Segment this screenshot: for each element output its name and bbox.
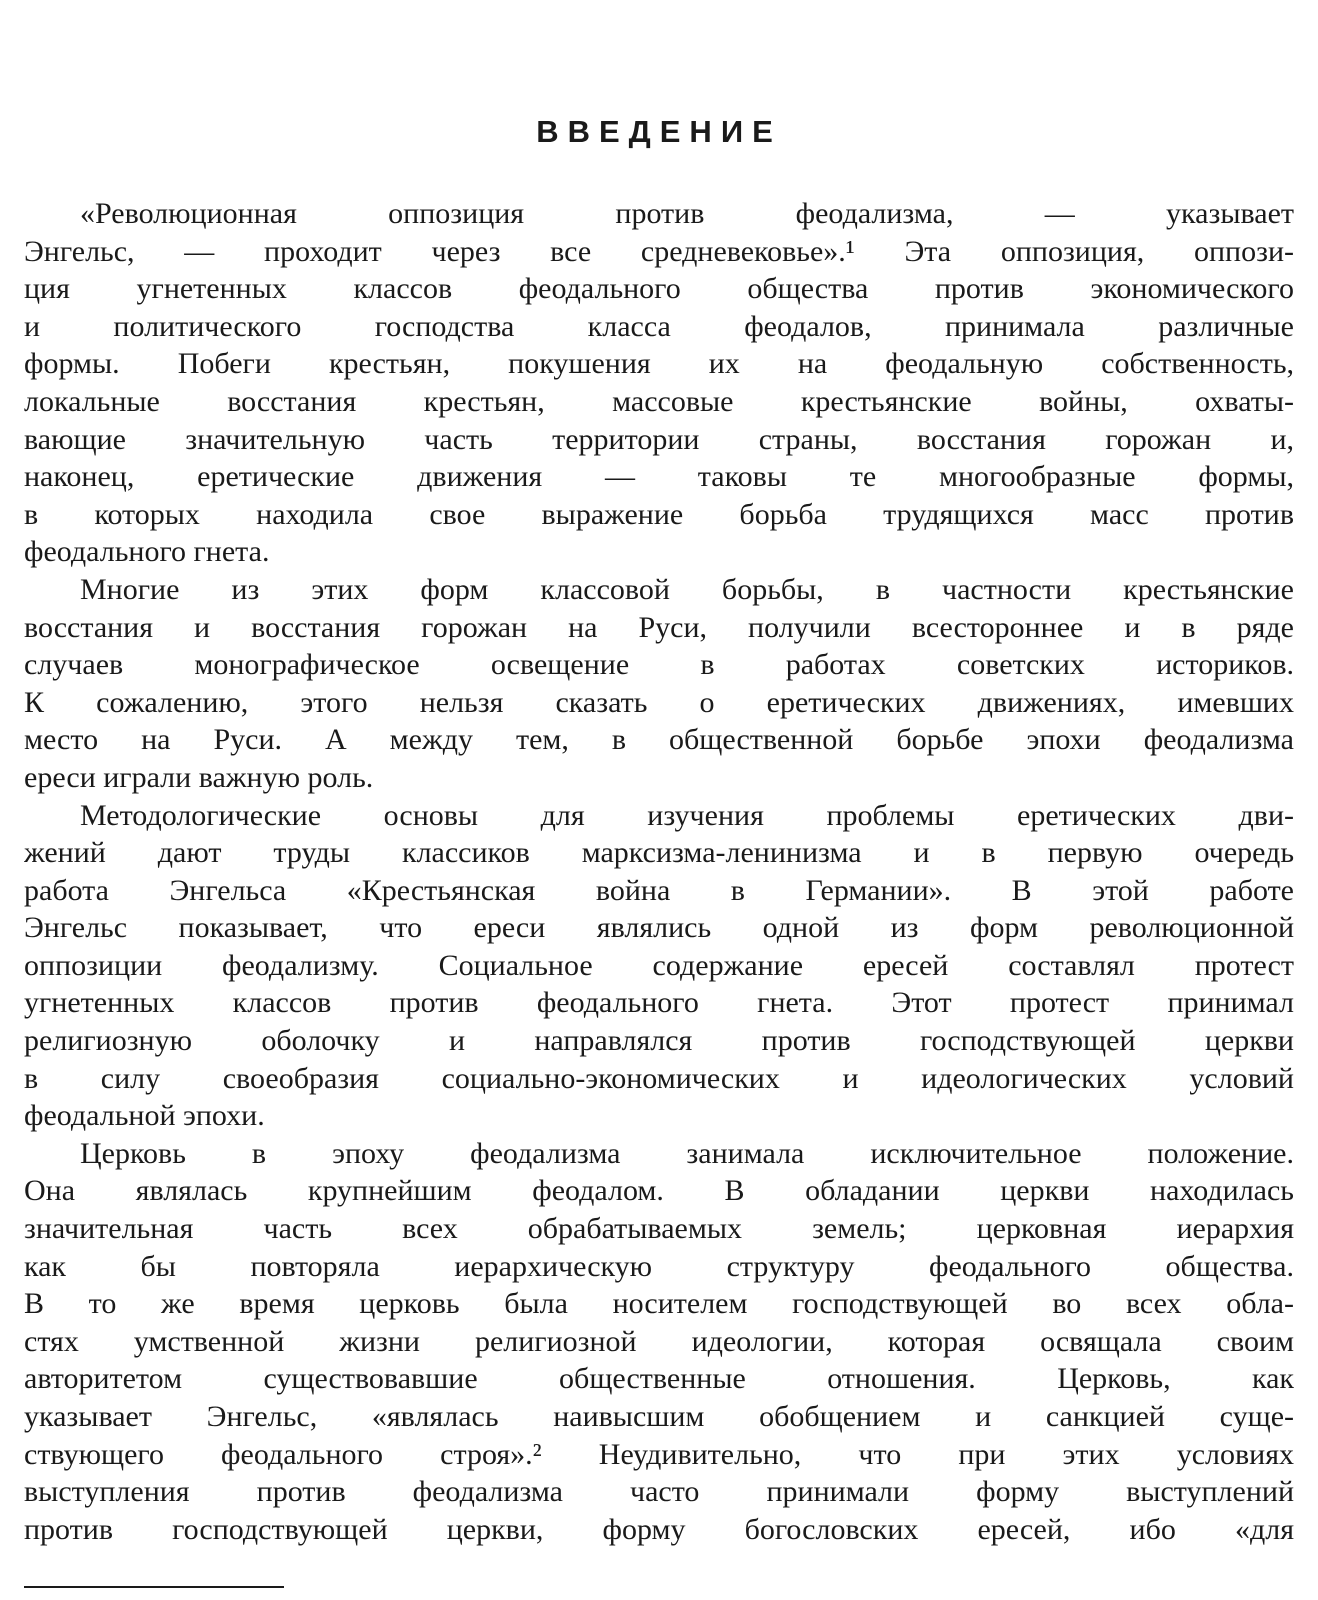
text-line: в которых находила свое выражение борьба трудящихся масс против xyxy=(24,497,1294,531)
text-line: Она являлась крупнейшим феодалом. В обладании церкви находилась xyxy=(24,1174,1294,1208)
text-line: религиозную оболочку и направлялся против господствующей церкви xyxy=(24,1024,1294,1058)
text-line: локальные восстания крестьян, массовые крестьянские войны, охваты- xyxy=(24,384,1294,418)
text-line: феодальной эпохи. xyxy=(24,1099,265,1133)
text-line: место на Руси. А между тем, в общественной борьбе эпохи феодализма xyxy=(24,723,1294,757)
paragraph-first-line: Многие из этих форм классовой борьбы, в частности крестьянские xyxy=(80,572,1294,606)
footnote-rule xyxy=(24,1586,284,1588)
text-line: вающие значительную часть территории страны, восстания горожан и, xyxy=(24,422,1294,456)
text-line: формы. Побеги крестьян, покушения их на феодальную собственность, xyxy=(24,347,1294,381)
text-line: стях умственной жизни религиозной идеологии, которая освящала своим xyxy=(24,1324,1294,1358)
text-line: ереси играли важную роль. xyxy=(24,760,374,794)
text-line: оппозиции феодализму. Социальное содержание ересей составлял протест xyxy=(24,948,1294,982)
text-line: выступления против феодализма часто принимали форму выступлений xyxy=(24,1475,1294,1509)
text-line: Энгельс показывает, что ереси являлись одной из форм революционной xyxy=(24,911,1294,945)
text-line: авторитетом существовавшие общественные отношения. Церковь, как xyxy=(24,1362,1294,1396)
text-line: ствующего феодального строя».² Неудивительно, что при этих условиях xyxy=(24,1437,1294,1471)
text-line: наконец, еретические движения — таковы те многообразные формы, xyxy=(24,460,1294,494)
text-line: против господствующей церкви, форму богословских ересей, ибо «для xyxy=(24,1512,1294,1546)
text-line: восстания и восстания горожан на Руси, получили всестороннее и в ряде xyxy=(24,610,1294,644)
text-line: В то же время церковь была носителем господствующей во всех обла- xyxy=(24,1287,1294,1321)
text-line: как бы повторяла иерархическую структуру феодального общества. xyxy=(24,1249,1294,1283)
chapter-heading: ВВЕДЕНИЕ xyxy=(536,114,782,149)
text-line: и политического господства класса феодалов, принимала различные xyxy=(24,309,1294,343)
text-line: значительная часть всех обрабатываемых земель; церковная иерархия xyxy=(24,1212,1294,1246)
paragraph-first-line: Методологические основы для изучения проблемы еретических дви- xyxy=(80,798,1294,832)
paragraph-first-line: «Революционная оппозиция против феодализма, — указывает xyxy=(80,197,1294,230)
text-line: случаев монографическое освещение в работах советских историков. xyxy=(24,648,1294,682)
body-text xyxy=(24,195,1294,1548)
text-line: угнетенных классов против феодального гнета. Этот протест принимал xyxy=(24,986,1294,1020)
text-line: работа Энгельса «Крестьянская война в Германии». В этой работе xyxy=(24,873,1294,907)
text-line: в силу своеобразия социально-экономических и идеологических условий xyxy=(24,1061,1294,1095)
text-line: жений дают труды классиков марксизма-ленинизма и в первую очередь xyxy=(24,836,1294,870)
text-line: феодального гнета. xyxy=(24,535,270,569)
text-line: Энгельс, — проходит через все средневековье».¹ Эта оппозиция, оппози- xyxy=(24,234,1294,268)
text-line: К сожалению, этого нельзя сказать о еретических движениях, имевших xyxy=(24,685,1294,719)
text-line: ция угнетенных классов феодального общества против экономического xyxy=(24,272,1294,306)
paragraph-first-line: Церковь в эпоху феодализма занимала исключительное положение. xyxy=(80,1136,1294,1170)
text-line: указывает Энгельс, «являлась наивысшим обобщением и санкцией суще- xyxy=(24,1400,1294,1433)
